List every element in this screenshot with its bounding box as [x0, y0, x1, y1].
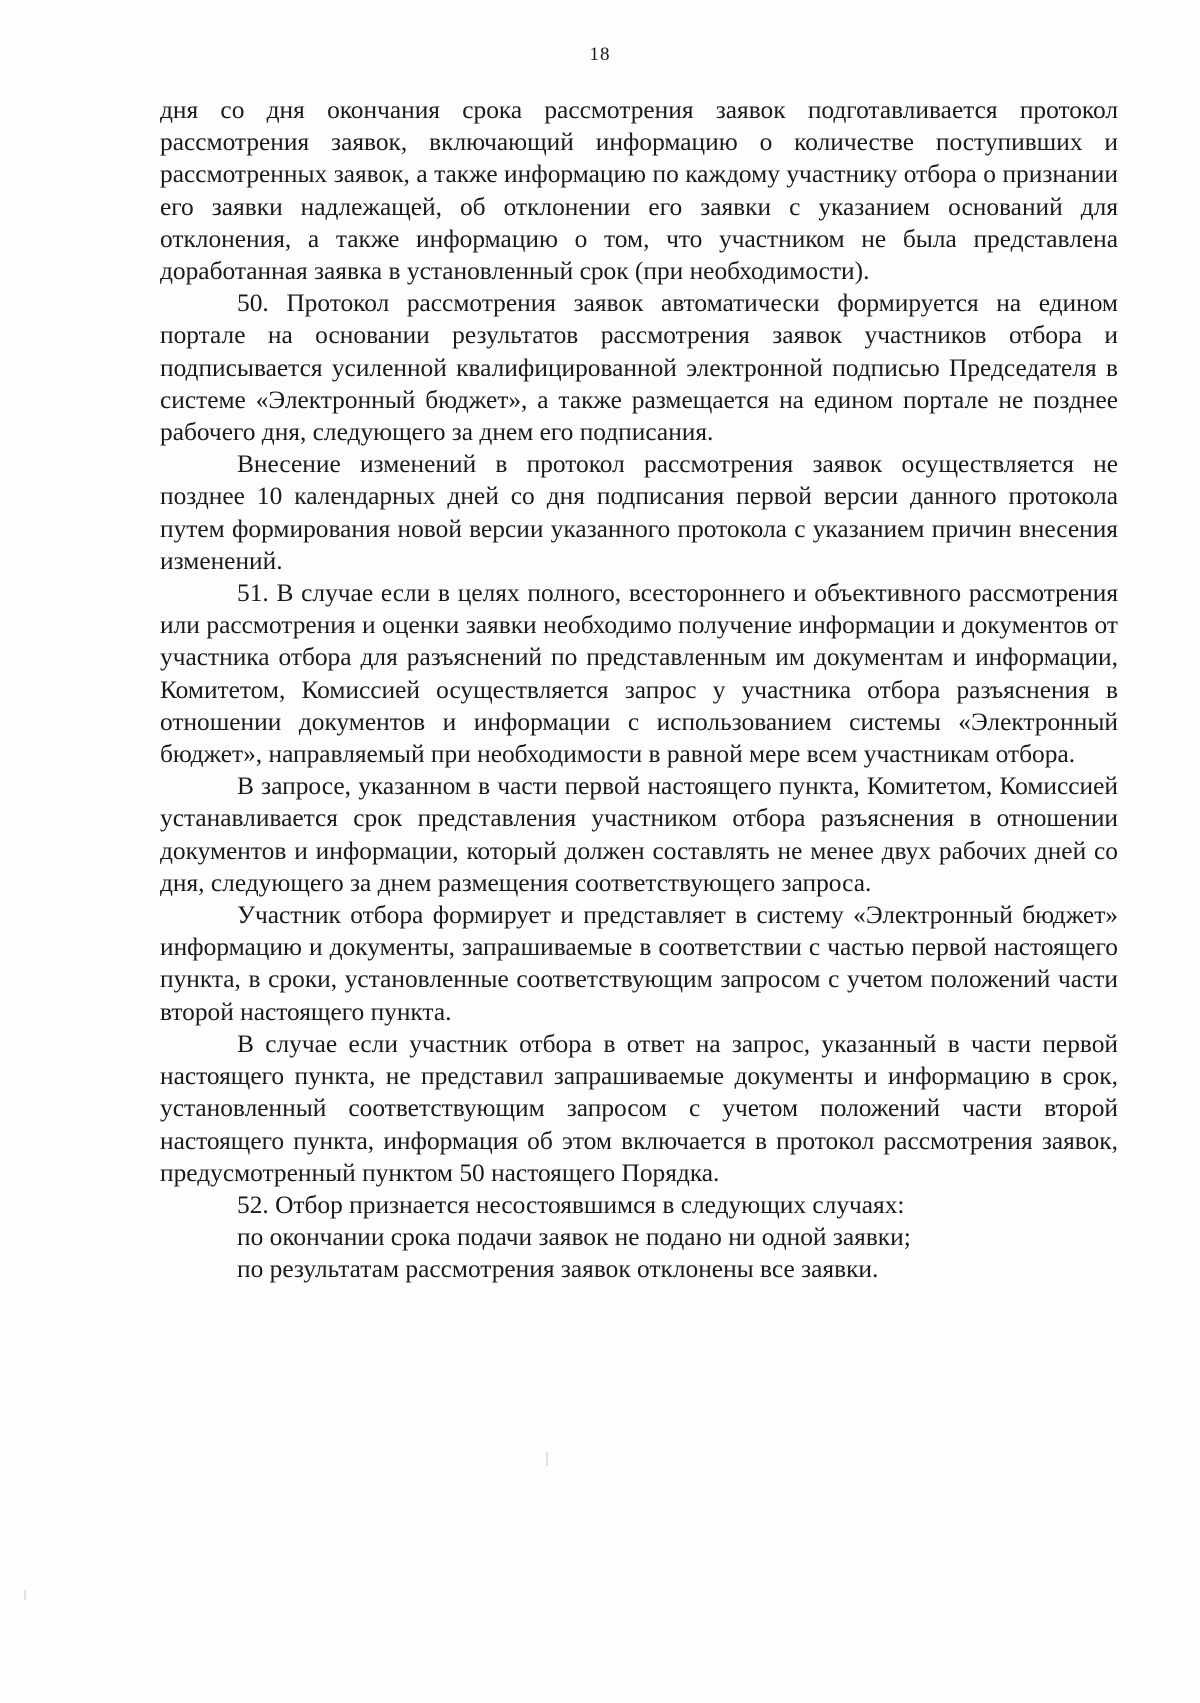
paragraph-51-no-response: В случае если участник отбора в ответ на запрос, указанный в части первой настоящего пункта, не представил запрашиваемые документы и информацию в срок, установленный соответствующим запросом с учетом положений части второй настоящего пункта, информация об этом включается в протокол рассмотрения заявок, предусмотренный пунктом 50 настоящего Порядка. — [160, 1029, 1118, 1187]
paragraph-52: 52. Отбор признается несостоявшимся в следующих случаях: — [237, 1190, 905, 1219]
document-body — [160, 94, 1118, 1286]
scan-speck — [24, 1590, 26, 1600]
paragraph-52-case-no-applications: по окончании срока подачи заявок не подано ни одной заявки; — [237, 1223, 911, 1252]
paragraph-51-request-deadline: В запросе, указанном в части первой настоящего пункта, Комитетом, Комиссией устанавливается срок представления участником отбора разъяснения в отношении документов и информации, который должен составлять не менее двух рабочих дней со дня, следующего за днем размещения соответствующего запроса. — [160, 772, 1118, 897]
paragraph-52-case-all-rejected: по результатам рассмотрения заявок отклонены все заявки. — [237, 1255, 879, 1284]
paragraph-50: 50. Протокол рассмотрения заявок автоматически формируется на едином портале на основании результатов рассмотрения заявок участников отбора и подписывается усиленной квалифицированной электронной подписью Председателя в системе «Электронный бюджет», а также размещается на едином портале не позднее рабочего дня, следующего за днем его подписания. — [160, 289, 1118, 447]
paragraph-49-continued: дня со дня окончания срока рассмотрения заявок подготавливается протокол рассмотрения заявок, включающий информацию о количестве поступивших и рассмотренных заявок, а также информацию по каждому участнику отбора о признании его заявки надлежащей, об отклонении его заявки с указанием оснований для отклонения, а также информацию о том, что участником не была представлена доработанная заявка в установленный срок (при необходимости). — [160, 96, 1118, 286]
paragraph-51-participant-response: Участник отбора формирует и представляет в систему «Электронный бюджет» информацию и документы, запрашиваемые в соответствии с частью первой настоящего пункта, в сроки, установленные соответствующим запросом с учетом положений части второй настоящего пункта. — [160, 901, 1118, 1026]
paragraph-50-protocol-changes: Внесение изменений в протокол рассмотрения заявок осуществляется не позднее 10 календарных дней со дня подписания первой версии данного протокола путем формирования новой версии указанного протокола с указанием причин внесения изменений. — [160, 450, 1118, 575]
page-number: 18 — [589, 44, 611, 65]
paragraph-51: 51. В случае если в целях полного, всестороннего и объективного рассмотрения или рассмотрения и оценки заявки необходимо получение информации и документов от участника отбора для разъяснений по представленным им документам и информации, Комитетом, Комиссией осуществляется запрос у участника отбора разъяснения в отношении документов и информации с использованием системы «Электронный бюджет», направляемый при необходимости в равной мере всем участникам отбора. — [160, 579, 1118, 769]
scan-speck — [546, 1452, 548, 1466]
